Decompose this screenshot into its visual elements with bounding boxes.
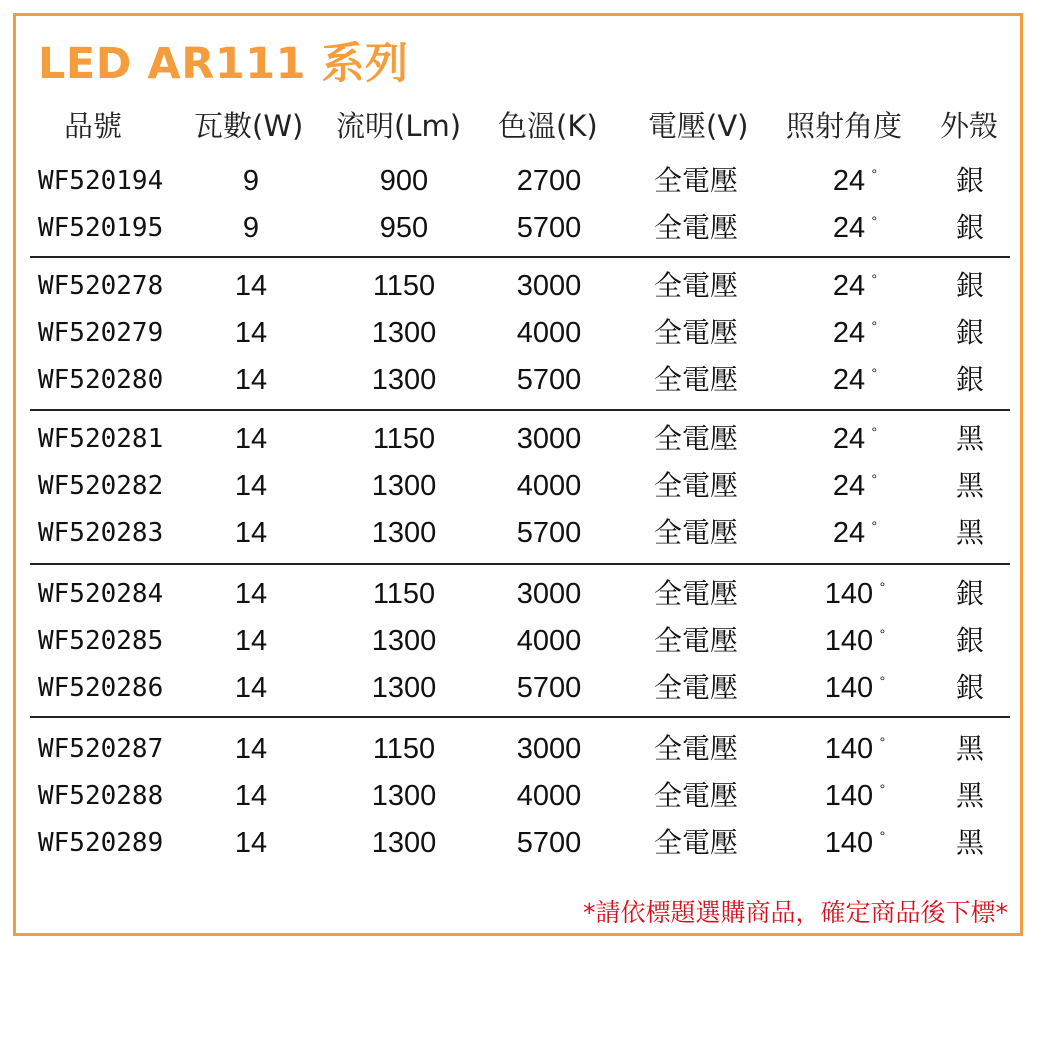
- cell-voltage: 全電壓: [653, 577, 738, 610]
- cell-lumen: 1150: [372, 423, 436, 455]
- degree-symbol: °: [879, 828, 886, 844]
- cell-beam-angle: 140 °: [779, 779, 919, 813]
- cell-model: WF520288: [38, 781, 164, 811]
- cell-housing: 銀: [955, 164, 984, 197]
- cell-beam-angle: 24 °: [779, 316, 919, 350]
- cell-lumen: 1300: [371, 364, 437, 396]
- cell-wattage: 14: [234, 423, 268, 455]
- cell-beam-angle: 24 °: [779, 422, 919, 456]
- cell-lumen: 1300: [371, 625, 437, 657]
- cell-lumen: 1150: [372, 270, 436, 302]
- header-lumen: 流明(Lm): [336, 109, 462, 143]
- cell-housing: 黑: [955, 779, 984, 812]
- cell-color-temp: 5700: [516, 517, 582, 549]
- cell-housing: 黑: [955, 516, 984, 549]
- cell-model: WF520287: [38, 734, 164, 764]
- cell-wattage: 14: [234, 578, 268, 610]
- cell-wattage: 14: [234, 317, 268, 349]
- cell-voltage: 全電壓: [653, 211, 738, 244]
- cell-model: WF520285: [38, 626, 164, 656]
- cell-lumen: 900: [379, 165, 429, 197]
- cell-beam-angle: 24 °: [779, 211, 919, 245]
- degree-symbol: °: [879, 734, 886, 750]
- degree-symbol: °: [879, 579, 886, 595]
- header-color-temp: 色溫(K): [498, 109, 598, 143]
- cell-beam-angle: 24 °: [779, 164, 919, 198]
- cell-model: WF520195: [38, 213, 164, 243]
- cell-voltage: 全電壓: [653, 671, 738, 704]
- degree-symbol: °: [879, 781, 886, 797]
- cell-lumen: 1300: [371, 317, 437, 349]
- cell-lumen: 1300: [371, 827, 437, 859]
- cell-housing: 銀: [955, 671, 984, 704]
- cell-voltage: 全電壓: [653, 826, 738, 859]
- cell-housing: 黑: [955, 469, 984, 502]
- cell-beam-angle: 24 °: [779, 516, 919, 550]
- cell-wattage: 14: [234, 780, 268, 812]
- cell-color-temp: 3000: [516, 733, 582, 765]
- cell-model: WF520194: [38, 166, 164, 196]
- degree-symbol: °: [871, 166, 878, 182]
- cell-lumen: 1150: [372, 578, 436, 610]
- cell-model: WF520280: [38, 365, 164, 395]
- cell-voltage: 全電壓: [653, 164, 738, 197]
- cell-color-temp: 3000: [516, 423, 582, 455]
- cell-model: WF520282: [38, 471, 164, 501]
- degree-symbol: °: [871, 213, 878, 229]
- cell-color-temp: 5700: [516, 212, 582, 244]
- cell-housing: 黑: [955, 422, 984, 455]
- cell-voltage: 全電壓: [653, 269, 738, 302]
- cell-voltage: 全電壓: [653, 469, 738, 502]
- cell-housing: 銀: [955, 363, 984, 396]
- group-divider: [30, 409, 1010, 411]
- degree-symbol: °: [871, 424, 878, 440]
- cell-model: WF520286: [38, 673, 164, 703]
- cell-beam-angle: 140 °: [779, 624, 919, 658]
- cell-color-temp: 5700: [516, 364, 582, 396]
- cell-housing: 銀: [955, 211, 984, 244]
- cell-color-temp: 3000: [516, 578, 582, 610]
- degree-symbol: °: [871, 271, 878, 287]
- cell-housing: 銀: [955, 269, 984, 302]
- cell-model: WF520283: [38, 518, 164, 548]
- cell-model: WF520281: [38, 424, 164, 454]
- cell-wattage: 14: [234, 517, 268, 549]
- cell-wattage: 14: [234, 827, 268, 859]
- cell-voltage: 全電壓: [653, 624, 738, 657]
- cell-color-temp: 4000: [516, 470, 582, 502]
- cell-color-temp: 3000: [516, 270, 582, 302]
- header-model: 品號: [64, 109, 123, 143]
- cell-model: WF520289: [38, 828, 164, 858]
- cell-wattage: 9: [242, 212, 260, 244]
- cell-model: WF520279: [38, 318, 164, 348]
- cell-wattage: 14: [234, 470, 268, 502]
- header-housing: 外殼: [940, 109, 999, 143]
- cell-wattage: 14: [234, 733, 268, 765]
- cell-voltage: 全電壓: [653, 316, 738, 349]
- cell-color-temp: 5700: [516, 827, 582, 859]
- page-title: LED AR111 系列: [38, 39, 409, 89]
- cell-beam-angle: 24 °: [779, 269, 919, 303]
- cell-beam-angle: 24 °: [779, 363, 919, 397]
- group-divider: [30, 716, 1010, 718]
- header-wattage: 瓦數(W): [194, 109, 304, 143]
- cell-housing: 銀: [955, 577, 984, 610]
- cell-voltage: 全電壓: [653, 779, 738, 812]
- cell-housing: 銀: [955, 316, 984, 349]
- cell-lumen: 1300: [371, 470, 437, 502]
- cell-model: WF520284: [38, 579, 164, 609]
- cell-lumen: 950: [379, 212, 429, 244]
- cell-voltage: 全電壓: [653, 422, 738, 455]
- header-beam-angle: 照射角度: [786, 109, 903, 143]
- degree-symbol: °: [871, 471, 878, 487]
- cell-voltage: 全電壓: [653, 516, 738, 549]
- cell-beam-angle: 24 °: [779, 469, 919, 503]
- cell-wattage: 14: [234, 270, 268, 302]
- cell-housing: 黑: [955, 826, 984, 859]
- cell-wattage: 14: [234, 625, 268, 657]
- cell-wattage: 9: [242, 165, 260, 197]
- purchase-note: *請依標題選購商品，確定商品後下標*: [582, 898, 1008, 927]
- cell-voltage: 全電壓: [653, 363, 738, 396]
- degree-symbol: °: [871, 365, 878, 381]
- cell-wattage: 14: [234, 364, 268, 396]
- cell-wattage: 14: [234, 672, 268, 704]
- cell-model: WF520278: [38, 271, 164, 301]
- group-divider: [30, 256, 1010, 258]
- cell-lumen: 1150: [372, 733, 436, 765]
- degree-symbol: °: [879, 626, 886, 642]
- cell-lumen: 1300: [371, 517, 437, 549]
- cell-voltage: 全電壓: [653, 732, 738, 765]
- cell-beam-angle: 140 °: [779, 577, 919, 611]
- degree-symbol: °: [879, 673, 886, 689]
- cell-color-temp: 4000: [516, 625, 582, 657]
- degree-symbol: °: [871, 318, 878, 334]
- cell-housing: 黑: [955, 732, 984, 765]
- cell-housing: 銀: [955, 624, 984, 657]
- cell-color-temp: 2700: [516, 165, 582, 197]
- group-divider: [30, 563, 1010, 565]
- cell-color-temp: 5700: [516, 672, 582, 704]
- cell-color-temp: 4000: [516, 317, 582, 349]
- cell-lumen: 1300: [371, 780, 437, 812]
- cell-beam-angle: 140 °: [779, 671, 919, 705]
- cell-lumen: 1300: [371, 672, 437, 704]
- header-voltage: 電壓(V): [648, 109, 749, 143]
- degree-symbol: °: [871, 518, 878, 534]
- cell-beam-angle: 140 °: [779, 732, 919, 766]
- cell-color-temp: 4000: [516, 780, 582, 812]
- cell-beam-angle: 140 °: [779, 826, 919, 860]
